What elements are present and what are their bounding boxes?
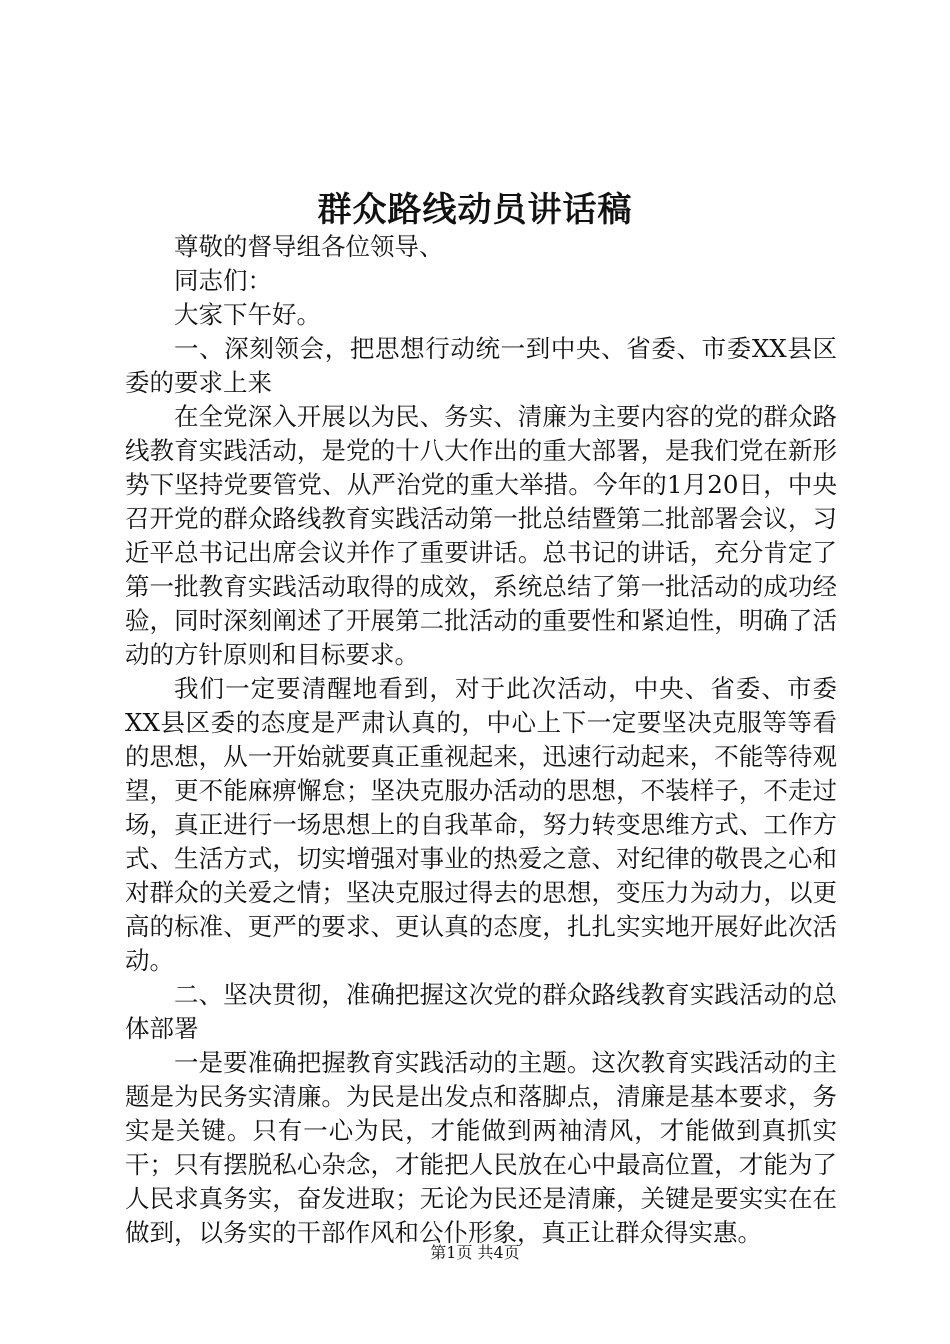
body-paragraph: 一是要准确把握教育实践活动的主题。这次教育实践活动的主题是为民务实清廉。为民是出发点和落脚点，清廉是基本要求，务实是关键。只有一心为民，才能做到两袖清风，才能做到真抓实干；只有摆脱私心杂念，才能把人民放在心中最高位置，才能为了人民求真务实，奋发进取；无论为民还是清廉，关键是要实实在在做到，以务实的干部作风和公仆形象，真正让群众得实惠。	[125, 1048, 837, 1247]
section-heading-1: 一、深刻领会，把思想行动统一到中央、省委、市委XX县区委的要求上来	[125, 334, 837, 397]
document-body	[125, 230, 837, 1250]
salutation-line-1: 尊敬的督导组各位领导、	[174, 232, 444, 261]
body-paragraph: 我们一定要清醒地看到，对于此次活动，中央、省委、市委XX县区委的态度是严肃认真的，中心上下一定要坚决克服等等看的思想，从一开始就要真正重视起来，迅速行动起来，不能等待观望，更不能麻痹懈怠；坚决克服办活动的思想，不装样子，不走过场，真正进行一场思想上的自我革命，努力转变思维方式、工作方式、生活方式，切实增强对事业的热爱之意、对纪律的敬畏之心和对群众的关爱之情；坚决克服过得去的思想，变压力为动力，以更高的标准、更严的要求、更认真的态度，扎扎实实地开展好此次活动。	[125, 674, 837, 975]
body-paragraph: 在全党深入开展以为民、务实、清廉为主要内容的党的群众路线教育实践活动，是党的十八大作出的重大部署，是我们党在新形势下坚持党要管党、从严治党的重大举措。今年的1月20日，中央召开党的群众路线教育实践活动第一批总结暨第二批部署会议，习近平总书记出席会议并作了重要讲话。总书记的讲话，充分肯定了第一批教育实践活动取得的成效，系统总结了第一批活动的成功经验，同时深刻阐述了开展第二批活动的重要性和紧迫性，明确了活动的方针原则和目标要求。	[125, 402, 837, 669]
greeting: 大家下午好。	[174, 300, 321, 329]
page-number-footer: 第1页 共4页	[430, 1243, 520, 1262]
section-heading-2: 二、坚决贯彻，准确把握这次党的群众路线教育实践活动的总体部署	[125, 980, 837, 1043]
salutation-line-2: 同志们：	[174, 266, 272, 295]
document-title: 群众路线动员讲话稿	[317, 190, 633, 230]
